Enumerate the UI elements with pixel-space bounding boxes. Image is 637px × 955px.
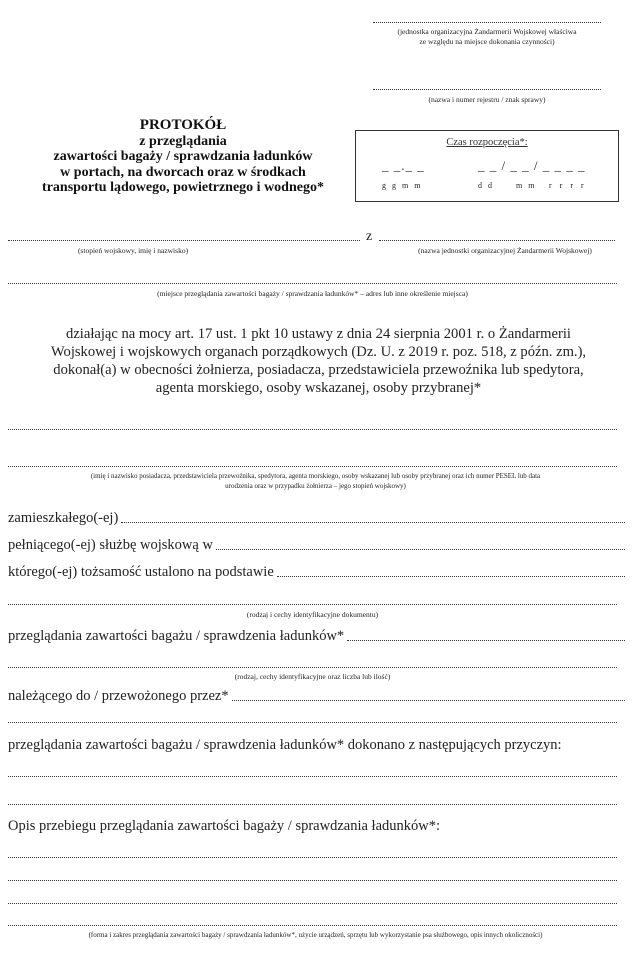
service-label: pełniącego(-ej) służbę wojskową w <box>8 537 213 553</box>
officer-unit-field[interactable] <box>379 240 615 241</box>
object-row <box>8 628 625 645</box>
owner-row <box>8 688 625 705</box>
date-hint-month: m m <box>516 181 537 190</box>
person-label <box>8 472 623 491</box>
legal-basis-line2: Wojskowej i wojskowych organach porządkowych (Dz. U. z 2019 r. poz. 518, z późn. zm.), <box>50 344 587 360</box>
document-title <box>8 118 358 196</box>
title-line4: w portach, na dworcach oraz w środkach <box>60 164 306 180</box>
description-row <box>8 818 625 835</box>
title-line1: PROTOKÓŁ <box>139 117 227 133</box>
person-label-line1: (imię i nazwisko posiadacza, przedstawiciela przewoźnika, spedytora, agenta morskiego, osoby wskazanej lub osoby przybranej oraz ich numer PESEL lub data <box>90 472 541 480</box>
object-field[interactable] <box>347 640 625 641</box>
start-date-field[interactable]: _ _ / _ _ / _ _ _ _ <box>478 158 586 173</box>
register-field[interactable] <box>373 89 601 90</box>
description-field-line3[interactable] <box>8 903 617 904</box>
title-line5: transportu lądowego, powietrznego i wodnego* <box>42 180 324 195</box>
legal-basis-line4: agenta morskiego, osoby wskazanej, osoby przybranej* <box>155 380 482 396</box>
unit-label-line2: ze względu na miejsce dokonania czynności) <box>419 37 555 46</box>
register-label: (nazwa i numer rejestru / znak sprawy) <box>428 95 546 104</box>
unit-label <box>355 27 619 47</box>
officer-rank-label: (stopień wojskowy, imię i nazwisko) <box>77 246 189 255</box>
officer-rank-field[interactable] <box>8 240 360 241</box>
service-row <box>8 537 625 554</box>
object-hint: (rodzaj, cechy identyfikacyjne oraz liczba lub ilość) <box>234 672 391 681</box>
person-field-line1[interactable] <box>8 429 617 430</box>
reasons-field-line2[interactable] <box>8 804 617 805</box>
identity-field-line2[interactable] <box>8 604 617 605</box>
unit-field[interactable] <box>373 22 601 23</box>
place-field[interactable] <box>8 283 617 284</box>
identity-label: którego(-ej) tożsamość ustalono na podstawie <box>8 564 274 580</box>
place-label: (miejsce przeglądania zawartości bagaży / sprawdzania ładunków* – adres lub inne określenie miejsca) <box>157 289 468 298</box>
officer-unit-label: (nazwa jednostki organizacyjnej Żandarmerii Wojskowej) <box>418 246 592 255</box>
object-label: przeglądania zawartości bagażu / sprawdzenia ładunków* <box>8 628 345 644</box>
identity-row <box>8 564 625 581</box>
title-line3: zawartości bagaży / sprawdzania ładunków <box>53 149 313 164</box>
reasons-row <box>8 737 625 754</box>
unit-label-line1: (jednostka organizacyjna Żandarmerii Wojskowej właściwa <box>397 27 577 36</box>
description-hint: (forma i zakres przeglądania zawartości bagaży / sprawdzania ładunków*, użycie urządzeń, sprzętu lub wykorzystanie psa służbowego, opis innych okoliczności) <box>88 931 543 939</box>
legal-basis <box>0 325 637 397</box>
document-label: (rodzaj i cechy identyfikacyjne dokumentu) <box>246 610 379 619</box>
person-label-line2: urodzenia oraz w przypadku żołnierza – jego stopień wojskowy) <box>225 481 406 490</box>
legal-basis-line3: dokonał(a) w obecności żołnierza, posiadacza, przedstawiciela przewoźnika lub spedytora, <box>53 362 584 378</box>
service-field[interactable] <box>216 549 625 550</box>
title-line2: z przeglądania <box>139 133 227 149</box>
start-time-box <box>355 130 619 202</box>
date-hint-day: d d <box>478 181 494 190</box>
start-time-hint: g g m m <box>382 181 423 190</box>
description-field-line1[interactable] <box>8 857 617 858</box>
owner-field[interactable] <box>232 700 625 701</box>
officer-separator: z <box>366 229 373 244</box>
owner-label: należącego do / przewożonego przez* <box>8 688 229 704</box>
description-field-line4[interactable] <box>8 925 617 926</box>
residence-row <box>8 510 625 527</box>
residence-field[interactable] <box>121 522 625 523</box>
description-label: Opis przebiegu przeglądania zawartości bagaży / sprawdzania ładunków*: <box>8 818 441 834</box>
legal-basis-line1: działając na mocy art. 17 ust. 1 pkt 10 ustawy z dnia 24 sierpnia 2001 r. o Żandarmerii <box>66 326 571 342</box>
reasons-label: przeglądania zawartości bagażu / sprawdzenia ładunków* dokonano z następujących przyczyn: <box>8 737 562 753</box>
start-time-label: Czas rozpoczęcia*: <box>446 137 528 148</box>
person-field-line2[interactable] <box>8 466 617 467</box>
owner-field-line2[interactable] <box>8 722 617 723</box>
object-field-line2[interactable] <box>8 667 617 668</box>
date-hint-year: r r r r <box>549 181 587 190</box>
identity-field[interactable] <box>277 576 625 577</box>
reasons-field-line1[interactable] <box>8 776 617 777</box>
description-field-line2[interactable] <box>8 880 617 881</box>
residence-label: zamieszkałego(-ej) <box>8 510 119 526</box>
start-time-hour-field[interactable]: _ _._ _ <box>382 158 425 173</box>
